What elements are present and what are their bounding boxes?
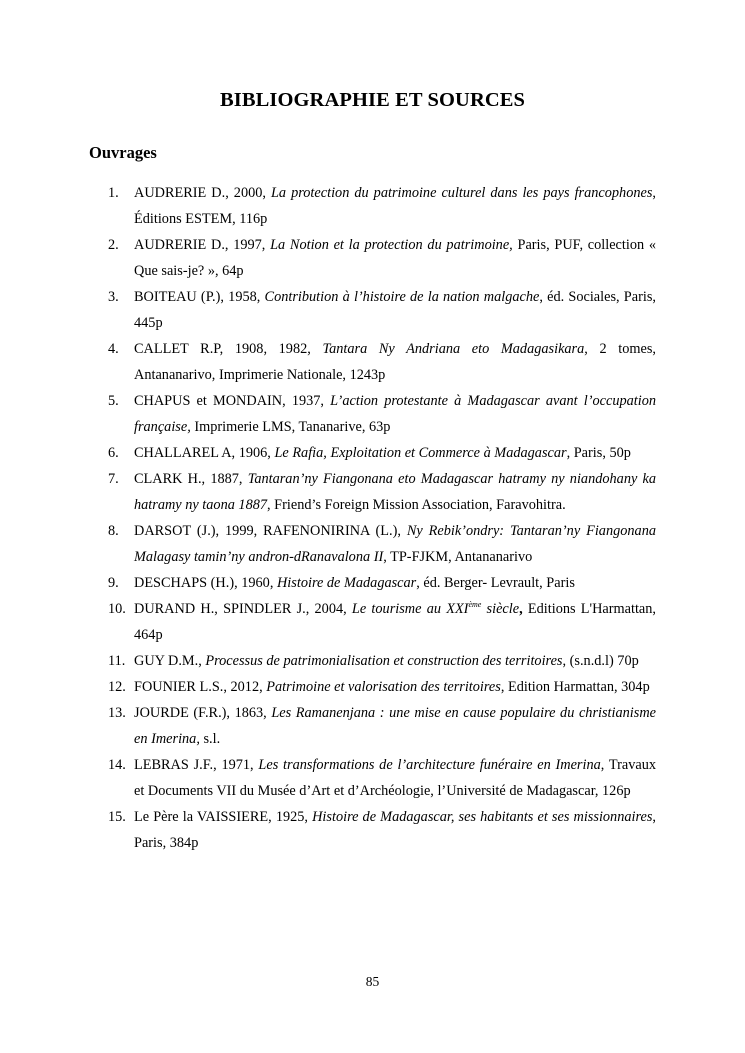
entry-number: 5.: [108, 393, 119, 409]
bibliography-entry: [0, 752, 745, 804]
entry-text: DESCHAPS (H.), 1960,: [134, 575, 277, 591]
entry-text: DARSOT (J.), 1999, RAFENONIRINA (L.),: [134, 523, 407, 539]
entry-title: La Notion et la protection du patrimoine,: [270, 237, 513, 253]
entry-number: 14.: [108, 757, 126, 773]
entry-text: CHALLAREL A, 1906,: [134, 445, 275, 461]
entry-text: , Paris, 384p: [134, 809, 656, 851]
entry-text: GUY D.M.,: [134, 653, 206, 669]
entry-title: Histoire de Madagascar, ses habitants et ses missionnaires: [312, 809, 653, 825]
bibliography-entry: [0, 804, 745, 856]
entry-title: Les transformations de l’architecture funéraire en Imerina: [258, 757, 601, 773]
entry-text: ,: [519, 601, 523, 617]
entry-text: , Éditions ESTEM, 116p: [134, 185, 656, 227]
bibliography-entry: [0, 700, 745, 752]
entry-number: 2.: [108, 237, 119, 253]
entry-text: CLARK H., 1887,: [134, 471, 248, 487]
entry-number: 10.: [108, 601, 126, 617]
bibliography-entry: [0, 388, 745, 440]
entry-title: Les Ramanenjana : une mise en cause populaire du christianisme en Imerina,: [134, 705, 656, 747]
bibliography-entry: [0, 336, 745, 388]
entry-title: Le Rafia, Exploitation et Commerce à Madagascar: [274, 445, 567, 461]
bibliography-entry: [0, 232, 745, 284]
entry-title: Tantara Ny Andriana eto Madagasikara: [322, 341, 585, 357]
entry-title: Le tourisme au XXI: [351, 601, 469, 617]
entry-title: Histoire de Madagascar: [276, 575, 417, 591]
entry-text: AUDRERIE D., 2000,: [134, 185, 271, 201]
entry-text: FOUNIER L.S., 2012,: [134, 679, 267, 695]
entry-number: 8.: [108, 523, 119, 539]
entry-title: Contribution à l’histoire de la nation malgache: [264, 289, 540, 305]
page-number: 85: [365, 974, 380, 989]
entry-text: s.l.: [199, 731, 221, 747]
entry-text: LEBRAS J.F., 1971,: [134, 757, 259, 773]
entry-title: Ny Rebik’ondry: Tantaran’ny Fiangonana Malagasy tamin’ny andron-dRanavalona II: [134, 523, 656, 565]
entry-number: 11.: [108, 653, 126, 669]
bibliography-entry: [0, 466, 745, 518]
entry-text: , TP-FJKM, Antananarivo: [383, 549, 533, 565]
bibliography-entry: [0, 440, 745, 466]
entry-title: Patrimoine et valorisation des territoires: [266, 679, 501, 695]
entry-text: , Edition Harmattan, 304p: [500, 679, 650, 695]
entry-text: JOURDE (F.R.), 1863,: [134, 705, 272, 721]
bibliography-entry: [0, 570, 745, 596]
bibliography-entry: [0, 284, 745, 336]
bibliography-entry: [0, 674, 745, 700]
entry-number: 1.: [108, 185, 119, 201]
entry-text: , Travaux et Documents VII du Musée d’Art et d’Archéologie, l’Université de Madagascar, 126p: [134, 757, 656, 799]
entry-text: AUDRERIE D., 1997,: [134, 237, 271, 253]
entry-title: L’action protestante à Madagascar avant l’occupation française,: [134, 393, 657, 435]
entry-text: BOITEAU (P.), 1958,: [134, 289, 265, 305]
entry-number: 6.: [108, 445, 119, 461]
entry-text: Paris, PUF, collection « Que sais-je? », 64p: [134, 237, 657, 279]
entry-text: , Friend’s Foreign Mission Association, Faravohitra.: [267, 497, 566, 513]
bibliography-entry: [0, 180, 745, 232]
bibliography-list: [0, 180, 745, 856]
entry-text: Imprimerie LMS, Tananarive, 63p: [190, 419, 391, 435]
bibliography-entry: [0, 596, 745, 648]
superscript-text: ème: [468, 600, 482, 609]
page-title: BIBLIOGRAPHIE ET SOURCES: [219, 89, 526, 111]
entry-text: , éd. Sociales, Paris, 445p: [134, 289, 656, 331]
entry-text: , éd. Berger- Levrault, Paris: [416, 575, 575, 591]
entry-title: Tantaran’ny Fiangonana eto Madagascar hatramy ny niandohany ka hatramy ny taona 1887: [134, 471, 656, 513]
entry-title: La protection du patrimoine culturel dans les pays francophones: [270, 185, 653, 201]
bibliography-entry: [0, 518, 745, 570]
entry-text: , 2 tomes, Antananarivo, Imprimerie Nationale, 1243p: [134, 341, 656, 383]
entry-number: 3.: [108, 289, 119, 305]
entry-text: Editions L'Harmattan, 464p: [134, 601, 656, 643]
entry-text: CHAPUS et MONDAIN, 1937,: [134, 393, 331, 409]
entry-number: 4.: [108, 341, 119, 357]
section-heading: Ouvrages: [89, 143, 157, 162]
bibliography-entry: [0, 648, 745, 674]
entry-number: 13.: [108, 705, 126, 721]
entry-text: , Paris, 50p: [566, 445, 631, 461]
entry-number: 7.: [108, 471, 119, 487]
entry-title: Processus de patrimonialisation et construction des territoires: [205, 653, 563, 669]
entry-title: siècle: [481, 601, 520, 617]
entry-text: DURAND H., SPINDLER J., 2004,: [134, 601, 352, 617]
entry-number: 15.: [108, 809, 126, 825]
entry-text: , (s.n.d.l) 70p: [562, 653, 639, 669]
entry-text: CALLET R.P, 1908, 1982,: [134, 341, 323, 357]
entry-number: 12.: [108, 679, 126, 695]
entry-text: Le Père la VAISSIERE, 1925,: [134, 809, 313, 825]
entry-number: 9.: [108, 575, 119, 591]
